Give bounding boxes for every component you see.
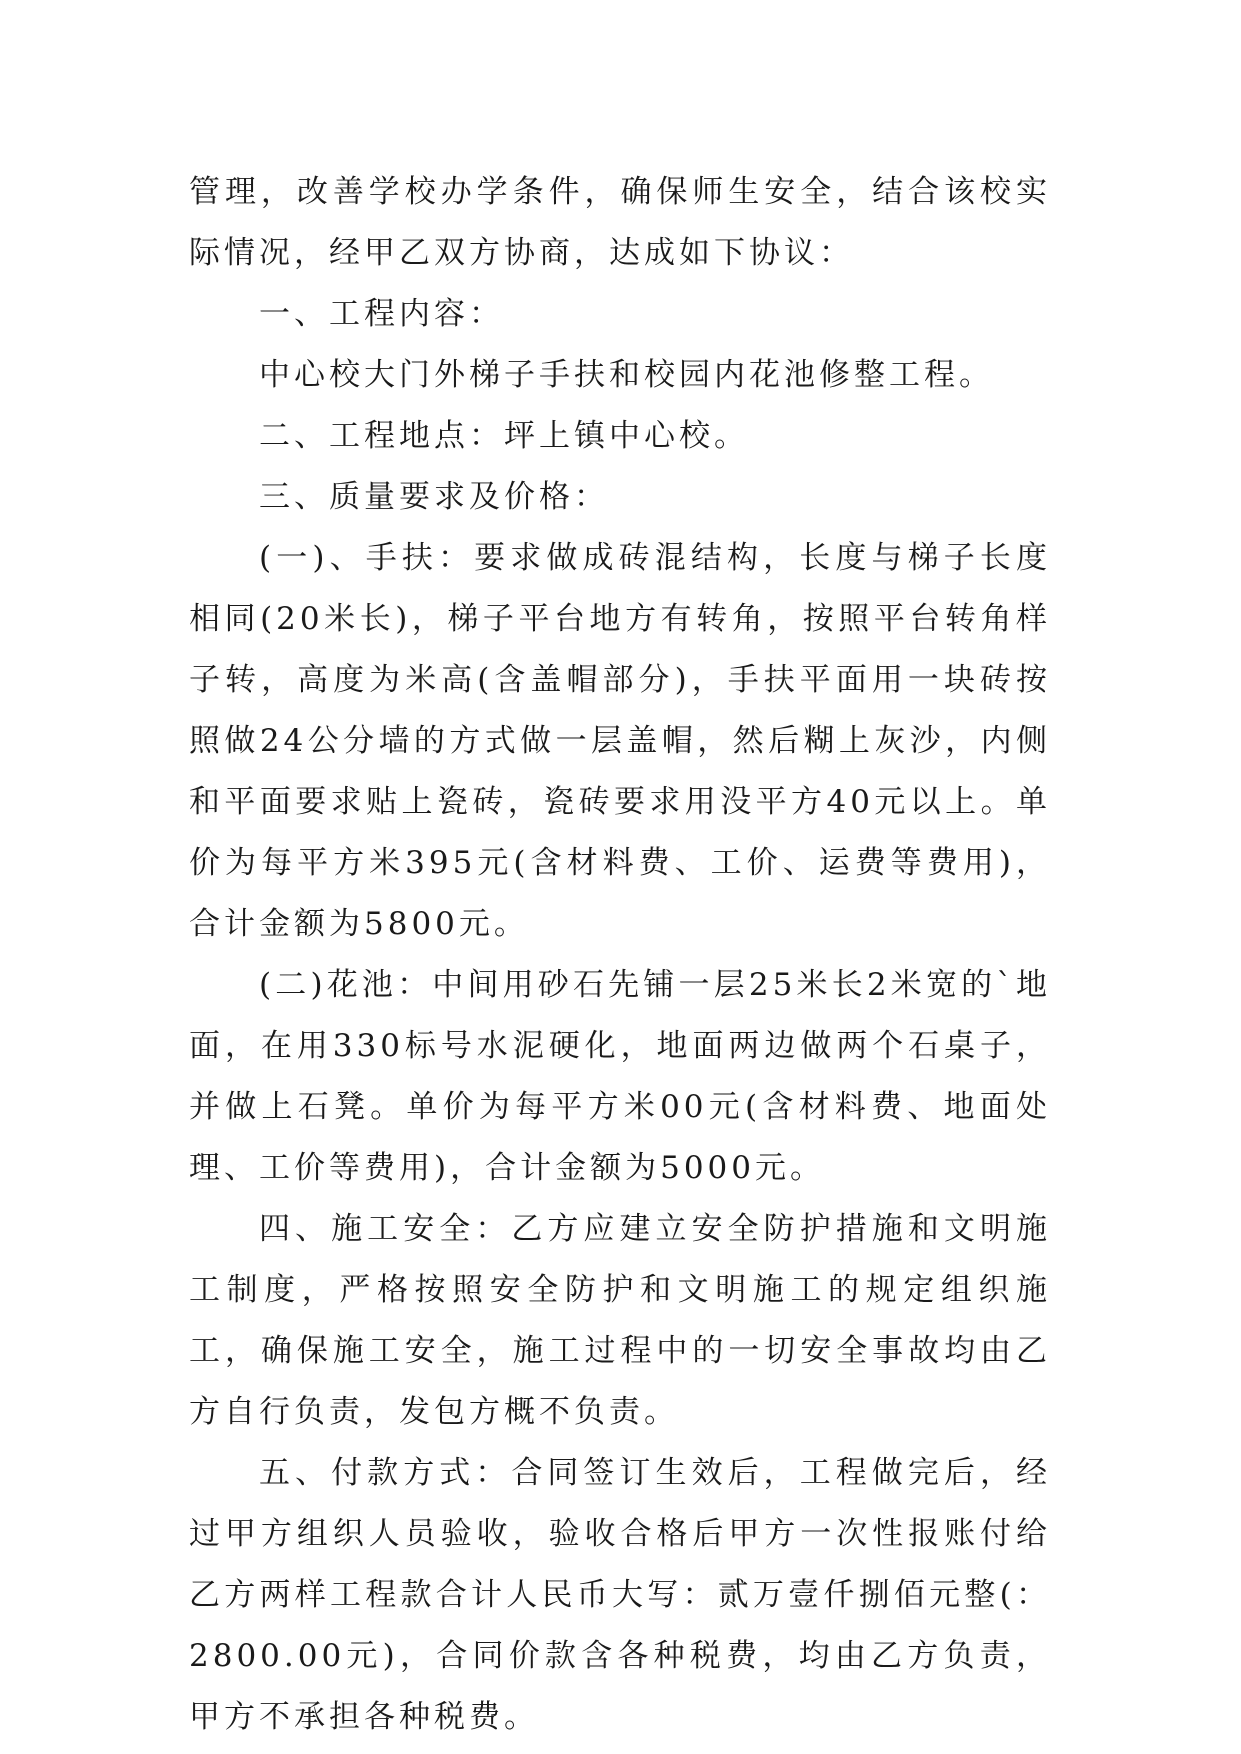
section-heading-location: 二、工程地点：坪上镇中心校。	[259, 418, 749, 454]
section-heading-quality: 三、质量要求及价格：	[259, 479, 609, 515]
document-body	[189, 162, 1051, 1748]
section-heading-content: 一、工程内容：	[259, 296, 504, 332]
paragraph-payment: 五、付款方式：合同签订生效后，工程做完后，经过甲方组织人员验收，验收合格后甲方一次性报账付给乙方两样工程款合计人民币大写：贰万壹仟捌佰元整(：2800.00元)，合同价款含各种税费，均由乙方负责，甲方不承担各种税费。	[189, 1455, 1051, 1735]
paragraph-handrail: (一)、手扶：要求做成砖混结构，长度与梯子长度相同(20米长)，梯子平台地方有转角，按照平台转角样子转，高度为米高(含盖帽部分)，手扶平面用一块砖按照做24公分墙的方式做一层盖帽，然后糊上灰沙，内侧和平面要求贴上瓷砖，瓷砖要求用没平方40元以上。单价为每平方米395元(含材料费、工价、运费等费用)，合计金额为5800元。	[189, 540, 1051, 942]
paragraph-flowerbed: (二)花池：中间用砂石先铺一层25米长2米宽的`地面，在用330标号水泥硬化，地面两边做两个石桌子，并做上石凳。单价为每平方米00元(含材料费、地面处理、工价等费用)，合计金额为5000元。	[189, 967, 1051, 1186]
paragraph-content: 中心校大门外梯子手扶和校园内花池修整工程。	[259, 357, 994, 393]
paragraph-safety: 四、施工安全：乙方应建立安全防护措施和文明施工制度，严格按照安全防护和文明施工的规定组织施工，确保施工安全，施工过程中的一切安全事故均由乙方自行负责，发包方概不负责。	[189, 1211, 1051, 1430]
paragraph-continuation: 管理，改善学校办学条件，确保师生安全，结合该校实际情况，经甲乙双方协商，达成如下协议：	[189, 174, 1051, 271]
